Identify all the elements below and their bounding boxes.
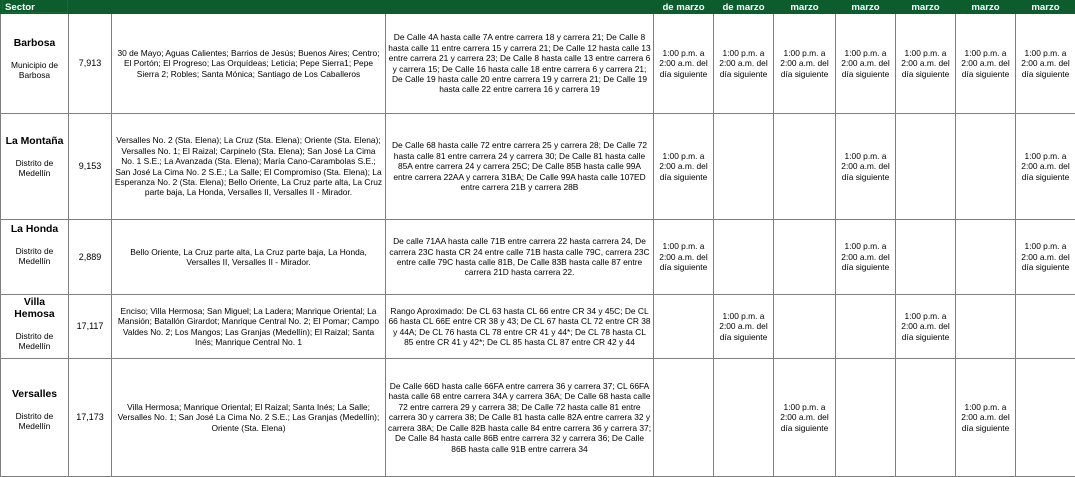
- header-streets[interactable]: [386, 0, 654, 14]
- schedule-slot-cell[interactable]: 1:00 p.m. a 2:00 a.m. del día siguiente: [836, 220, 896, 295]
- population-cell[interactable]: 17,117: [69, 295, 112, 359]
- schedule-slot-cell[interactable]: [714, 114, 774, 220]
- population-cell[interactable]: 17,173: [69, 359, 112, 477]
- schedule-slot-cell[interactable]: [774, 220, 836, 295]
- table-row: [1, 359, 1075, 477]
- schedule-slot-cell[interactable]: [956, 114, 1016, 220]
- sector-cell[interactable]: [1, 220, 69, 295]
- neighborhoods-cell[interactable]: Villa Hermosa; Manrique Oriental; El Raizal; Santa Inés; La Salle; Versalles No. 1; San José La Cima No. 2 S.E.; Las Granjas (Medellín); Oriente (Sta. Elena): [112, 359, 386, 477]
- schedule-slot-cell[interactable]: [714, 220, 774, 295]
- schedule-slot-cell[interactable]: 1:00 p.m. a 2:00 a.m. del día siguiente: [1016, 114, 1075, 220]
- schedule-slot-cell[interactable]: 1:00 p.m. a 2:00 a.m. del día siguiente: [714, 14, 774, 114]
- schedule-slot-cell[interactable]: 1:00 p.m. a 2:00 a.m. del día siguiente: [1016, 14, 1075, 114]
- municipality-label: Distrito de Medellín: [3, 331, 66, 352]
- schedule-slot-cell[interactable]: [956, 295, 1016, 359]
- streets-cell[interactable]: De Calle 66D hasta calle 66FA entre carrera 36 y carrera 37; CL 66FA hasta calle 68 entre carrera 34A y carrera 36A; De Calle 68 hasta calle 72 entre carrera 29 y carrera 38; De Calle 72 hasta calle 81 entre carrera 30 y carrera 38; De Calle 81 hasta calle 82A entre carrera 32 y carrera 38A; De Calle 82B hasta calle 84 entre carrera 36 y carrera 37; De Calle 84 hasta calle 86B entre carrera 32 y carrera 36; De Calle 86B hasta calle 91B entre carrera 34: [386, 359, 654, 477]
- header-neighborhoods[interactable]: [112, 0, 386, 14]
- schedule-slot-cell[interactable]: 1:00 p.m. a 2:00 a.m. del día siguiente: [896, 14, 956, 114]
- municipality-label: Distrito de Medellín: [3, 158, 66, 179]
- schedule-slot-cell[interactable]: [774, 295, 836, 359]
- schedule-slot-cell[interactable]: [896, 114, 956, 220]
- schedule-slot-cell[interactable]: [774, 114, 836, 220]
- header-row: [1, 0, 1075, 14]
- neighborhoods-cell[interactable]: Enciso; Villa Hermosa; San Miguel; La Ladera; Manrique Oriental; La Mansión; Batallón Girardot; Manrique Central No. 2; El Pomar; Campo Valdes No. 2; Los Mangos; Las Granjas (Medellín); El Raizal; Santa Inés; Manrique Central No. 1: [112, 295, 386, 359]
- municipality-label: Municipio de Barbosa: [3, 60, 66, 81]
- header-date-5[interactable]: marzo: [896, 0, 956, 14]
- municipality-label: Distrito de Medellín: [3, 246, 66, 267]
- header-date-2[interactable]: de marzo: [714, 0, 774, 14]
- sector-cell[interactable]: [1, 114, 69, 220]
- schedule-slot-cell[interactable]: 1:00 p.m. a 2:00 a.m. del día siguiente: [896, 295, 956, 359]
- neighborhoods-cell[interactable]: 30 de Mayo; Aguas Calientes; Barrios de Jesús; Buenos Aires; Centro; El Portón; El Progreso; Las Orquídeas; Leticia; Pepe Sierra1; Pepe Sierra 2; Robles; Santa Mónica; Santiago de Los Caballeros: [112, 14, 386, 114]
- schedule-slot-cell[interactable]: [1016, 359, 1075, 477]
- sector-cell[interactable]: [1, 14, 69, 114]
- table-row: [1, 14, 1075, 114]
- schedule-slot-cell[interactable]: 1:00 p.m. a 2:00 a.m. del día siguiente: [654, 14, 714, 114]
- table-row: [1, 295, 1075, 359]
- schedule-slot-cell[interactable]: [836, 359, 896, 477]
- municipality-label: Distrito de Medellín: [3, 411, 66, 432]
- sector-name: Villa Hemosa: [3, 297, 66, 321]
- table-row: [1, 114, 1075, 220]
- schedule-slot-cell[interactable]: 1:00 p.m. a 2:00 a.m. del día siguiente: [774, 359, 836, 477]
- header-date-7[interactable]: marzo: [1016, 0, 1075, 14]
- header-date-3[interactable]: marzo: [774, 0, 836, 14]
- sector-name: La Montaña: [3, 136, 66, 148]
- schedule-slot-cell[interactable]: 1:00 p.m. a 2:00 a.m. del día siguiente: [654, 220, 714, 295]
- schedule-slot-cell[interactable]: 1:00 p.m. a 2:00 a.m. del día siguiente: [956, 359, 1016, 477]
- schedule-slot-cell[interactable]: [1016, 295, 1075, 359]
- sector-name: Versalles: [3, 389, 66, 401]
- schedule-slot-cell[interactable]: 1:00 p.m. a 2:00 a.m. del día siguiente: [714, 295, 774, 359]
- table-row: [1, 220, 1075, 295]
- schedule-slot-cell[interactable]: [956, 220, 1016, 295]
- schedule-slot-cell[interactable]: [654, 295, 714, 359]
- header-date-6[interactable]: marzo: [956, 0, 1016, 14]
- population-cell[interactable]: 7,913: [69, 14, 112, 114]
- header-date-1[interactable]: de marzo: [654, 0, 714, 14]
- schedule-slot-cell[interactable]: 1:00 p.m. a 2:00 a.m. del día siguiente: [654, 114, 714, 220]
- streets-cell[interactable]: De Calle 4A hasta calle 7A entre carrera 18 y carrera 21; De Calle 8 hasta calle 11 entre carrera 15 y carrera 21; De Calle 12 hasta calle 13 entre carrera 21 y carrera 23; De Calle 8 hasta calle 13 entre carrera 6 y carrera 15; De Calle 16 hasta calle 18 entre carrera 6 y carrera 21; De Calle 19 hasta calle 20 entre carrera 19 y carrera 21; De Calle 19 hasta calle 22 entre carrera 16 y carrera 19: [386, 14, 654, 114]
- population-cell[interactable]: 9,153: [69, 114, 112, 220]
- schedule-slot-cell[interactable]: [896, 220, 956, 295]
- schedule-slot-cell[interactable]: [654, 359, 714, 477]
- streets-cell[interactable]: De calle 71AA hasta calle 71B entre carrera 22 hasta carrera 24, De carrera 23C hasta CR 24 entre calle 71B hasta calle 79C, carrera 23C entre calle 79C hasta calle 81B, De Calle 83B hasta calle 87 entre carrera 21D hasta carrera 22.: [386, 220, 654, 295]
- sector-cell[interactable]: [1, 359, 69, 477]
- header-sector[interactable]: Sector: [1, 0, 69, 14]
- sector-name: Barbosa: [3, 38, 66, 50]
- header-population[interactable]: [69, 0, 112, 14]
- schedule-slot-cell[interactable]: 1:00 p.m. a 2:00 a.m. del día siguiente: [1016, 220, 1075, 295]
- sector-name: La Honda: [3, 224, 66, 236]
- schedule-slot-cell[interactable]: 1:00 p.m. a 2:00 a.m. del día siguiente: [836, 114, 896, 220]
- schedule-slot-cell[interactable]: [896, 359, 956, 477]
- population-cell[interactable]: 2,889: [69, 220, 112, 295]
- schedule-slot-cell[interactable]: [714, 359, 774, 477]
- header-date-4[interactable]: marzo: [836, 0, 896, 14]
- neighborhoods-cell[interactable]: Bello Oriente, La Cruz parte alta, La Cruz parte baja, La Honda, Versalles II, Versalles II - Mirador.: [112, 220, 386, 295]
- schedule-slot-cell[interactable]: 1:00 p.m. a 2:00 a.m. del día siguiente: [836, 14, 896, 114]
- schedule-slot-cell[interactable]: 1:00 p.m. a 2:00 a.m. del día siguiente: [774, 14, 836, 114]
- streets-cell[interactable]: De Calle 68 hasta calle 72 entre carrera 25 y carrera 28; De Calle 72 hasta calle 81 entre carrera 24 y carrera 30; De Calle 81 hasta calle 85A entre carrera 24 y carrera 25C; De Calle 85B hasta calle 99A entre carrera 22AA y carrera 31BA; De Calle 99A hasta calle 107ED entre carrera 21B y carrera 28B: [386, 114, 654, 220]
- neighborhoods-cell[interactable]: Versalles No. 2 (Sta. Elena); La Cruz (Sta. Elena); Oriente (Sta. Elena); Versalles No. 1; El Raizal; Carpinelo (Sta. Elena); San José La Cima No. 1 S.E.; La Avanzada (Sta. Elena); María Cano-Carambolas S.E.; San José La Cima No. 2 S.E.; La Salle; El Compromiso (Sta. Elena); La Esperanza No. 2 (Sta. Elena); Bello Oriente, La Cruz parte alta, La Cruz parte baja, La Honda, Versalles II, Versalles II - Mirador.: [112, 114, 386, 220]
- streets-cell[interactable]: Rango Aproximado: De CL 63 hasta CL 66 entre CR 34 y 45C; De CL 66 hasta CL 66E entre CR 38 y 43; De CL 67 hasta CL 72 entre CR 38 y 44A; De CL 76 hasta CL 78 entre CR 41 y 44*; De CL 78 hasta CL 85 entre CR 41 y 42*; De CL 85 hasta CL 87 entre CR 42 y 44: [386, 295, 654, 359]
- schedule-slot-cell[interactable]: 1:00 p.m. a 2:00 a.m. del día siguiente: [956, 14, 1016, 114]
- sector-cell[interactable]: [1, 295, 69, 359]
- schedule-slot-cell[interactable]: [836, 295, 896, 359]
